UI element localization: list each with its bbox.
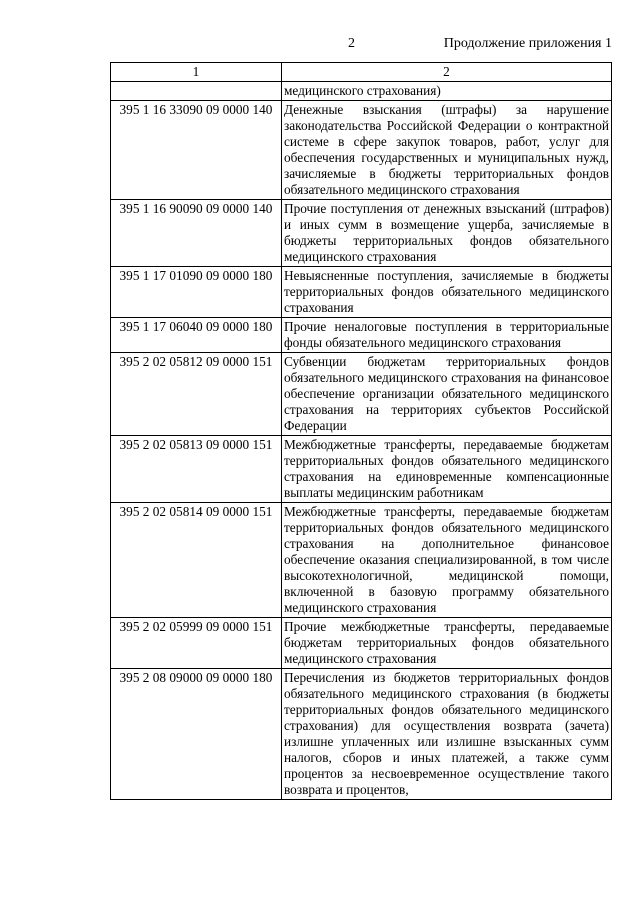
column-header-row xyxy=(111,63,612,82)
budget-code: 395 1 16 90090 09 0000 140 xyxy=(111,200,282,267)
continuation-note: Продолжение приложения 1 xyxy=(443,36,612,51)
income-description: Прочие неналоговые поступления в территориальные фонды обязательного медицинского страхования xyxy=(282,318,612,353)
budget-code: 395 1 16 33090 09 0000 140 xyxy=(111,101,282,200)
budget-code: 395 2 02 05999 09 0000 151 xyxy=(111,618,282,669)
column-header-2: 2 xyxy=(282,63,612,82)
budget-code: 395 1 17 06040 09 0000 180 xyxy=(111,318,282,353)
table-row xyxy=(111,101,612,200)
table-row xyxy=(111,436,612,503)
income-description: Субвенции бюджетам территориальных фондов обязательного медицинского страхования на финансовое обеспечение организации обязательного медицинского страхования на территориях субъектов Российской Федерации xyxy=(282,353,612,436)
budget-code: 395 2 02 05813 09 0000 151 xyxy=(111,436,282,503)
table-row xyxy=(111,618,612,669)
table-row xyxy=(111,353,612,436)
table-row xyxy=(111,267,612,318)
page-header xyxy=(0,30,640,52)
income-description: Перечисления из бюджетов территориальных фондов обязательного медицинского страхования (в бюджеты территориальных фондов обязательного медицинского страхования) для осуществления возврата (зачета) излишне уплаченных или излишне взысканных сумм налогов, сборов и иных платежей, а также сумм процентов за несвоевременное осуществление такого возврата и процентов, xyxy=(282,669,612,800)
budget-code: 395 2 08 09000 09 0000 180 xyxy=(111,669,282,800)
income-description: Прочие поступления от денежных взысканий (штрафов) и иных сумм в возмещение ущерба, зачисляемые в бюджеты территориальных фондов обязательного медицинского страхования xyxy=(282,200,612,267)
page-number: 2 xyxy=(348,36,355,51)
income-description: Прочие межбюджетные трансферты, передаваемые бюджетам территориальных фондов обязательного медицинского страхования xyxy=(282,618,612,669)
income-description: Невыясненные поступления, зачисляемые в бюджеты территориальных фондов обязательного медицинского страхования xyxy=(282,267,612,318)
carry-over-text: медицинского страхования) xyxy=(282,82,612,101)
table-row xyxy=(111,318,612,353)
income-description: Межбюджетные трансферты, передаваемые бюджетам территориальных фондов обязательного медицинского страхования на дополнительное финансовое обеспечение оказания специализированной, в том числе высокотехнологичной, медицинской помощи, включенной в базовую программу обязательного медицинского страхования xyxy=(282,503,612,618)
table-row xyxy=(111,669,612,800)
income-description: Денежные взыскания (штрафы) за нарушение законодательства Российской Федерации о контрактной системе в сфере закупок товаров, работ, услуг для обеспечения государственных и муниципальных нужд, зачисляемые в бюджеты территориальных фондов обязательного медицинского страхования xyxy=(282,101,612,200)
budget-code: 395 2 02 05812 09 0000 151 xyxy=(111,353,282,436)
income-description: Межбюджетные трансферты, передаваемые бюджетам территориальных фондов обязательного медицинского страхования на единовременные компенсационные выплаты медицинским работникам xyxy=(282,436,612,503)
budget-codes-table xyxy=(110,62,612,800)
column-header-1: 1 xyxy=(111,63,282,82)
table-row xyxy=(111,200,612,267)
carry-over-row xyxy=(111,82,612,101)
budget-code: 395 1 17 01090 09 0000 180 xyxy=(111,267,282,318)
budget-code: 395 2 02 05814 09 0000 151 xyxy=(111,503,282,618)
carry-over-code-cell xyxy=(111,82,282,101)
table-row xyxy=(111,503,612,618)
